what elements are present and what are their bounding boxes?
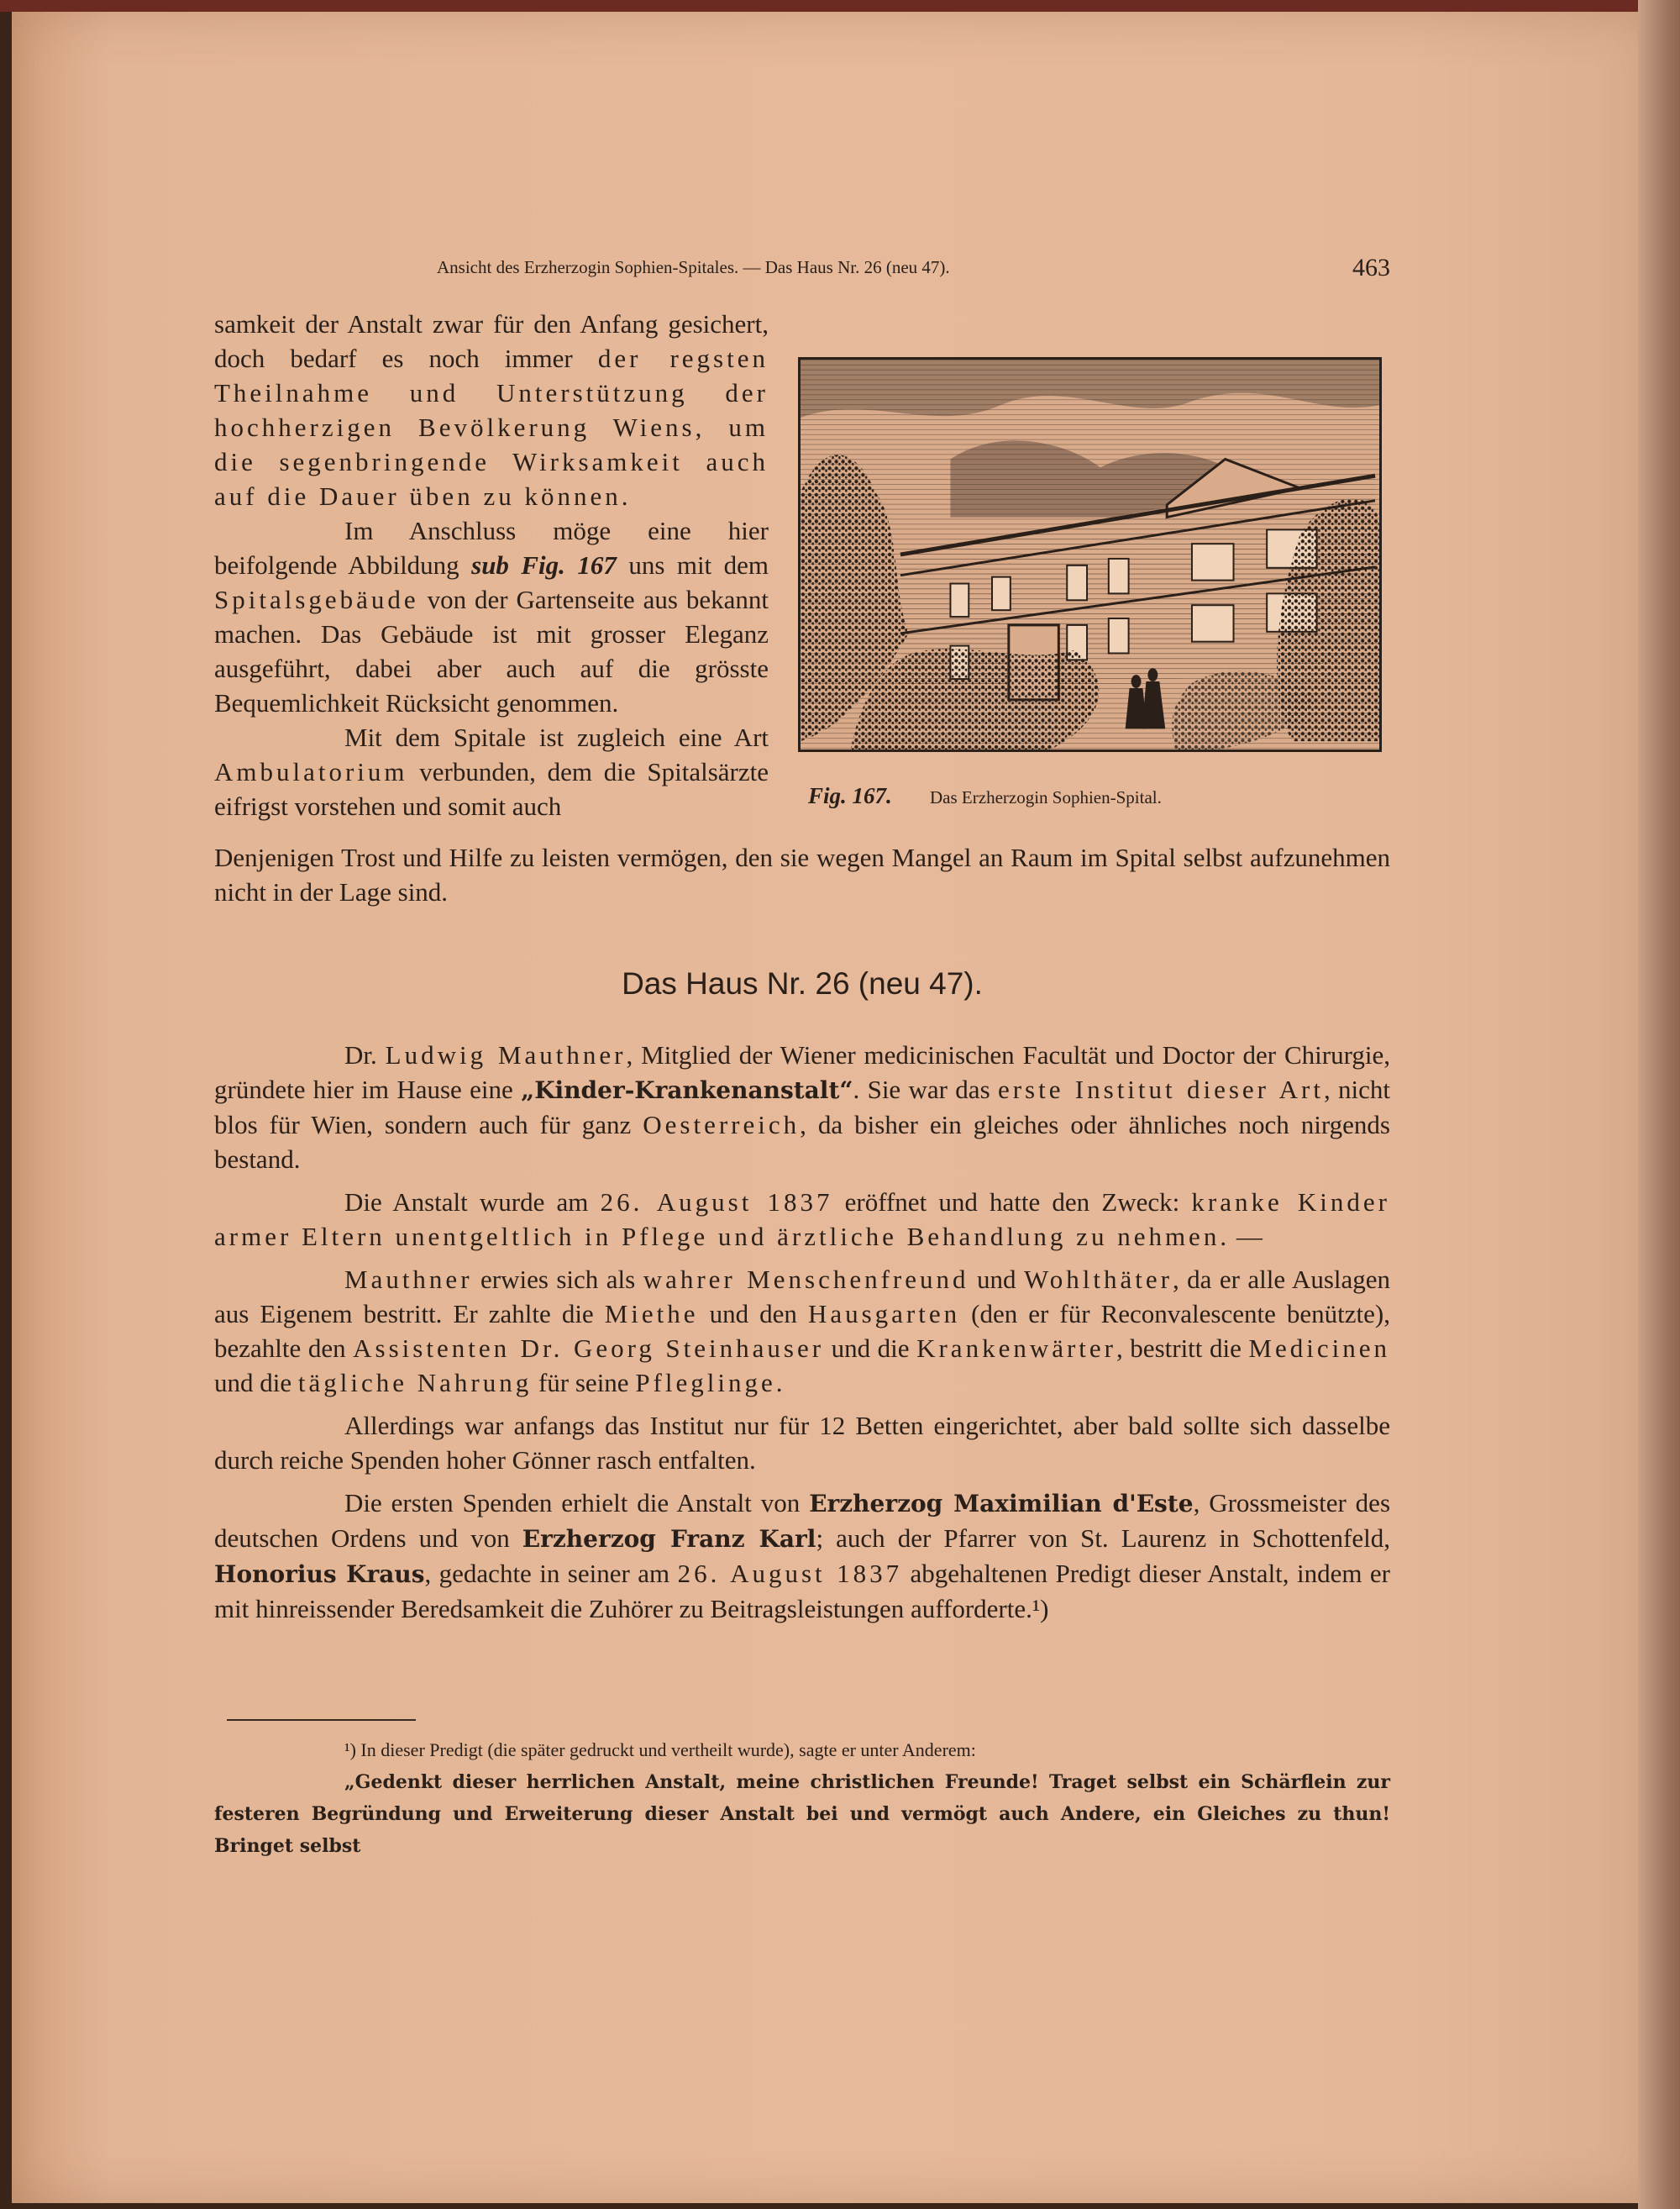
text-run: Die Anstalt wurde am — [344, 1187, 601, 1217]
text-run: und die — [214, 1368, 298, 1397]
spaced-text: 26. August 1837 — [600, 1187, 833, 1217]
book-gutter — [1638, 0, 1680, 2209]
text-run: , gedachte in seiner am — [424, 1559, 678, 1588]
paragraph — [214, 307, 769, 513]
text-run: samkeit der Anstalt zwar für den Anfang gesichert, doch bedarf es noch immer — [214, 309, 769, 373]
building-illustration — [801, 360, 1379, 749]
text-run: abgehaltenen Predigt dieser Anstalt, indem er mit hinreissender Beredsamkeit die Zuhörer zu Beitragsleistungen aufforderte.¹) — [214, 1559, 1390, 1623]
paragraph — [214, 1185, 1390, 1254]
spaced-text: Miethe — [604, 1299, 699, 1328]
figure-number: Fig. 167. — [808, 783, 892, 808]
text-run: Mit dem Spitale ist zugleich eine Art — [344, 723, 769, 752]
text-run: . — [775, 1368, 783, 1397]
figure-caption — [798, 783, 1386, 809]
spaced-text: wahrer Menschenfreund — [643, 1265, 969, 1294]
running-title: Ansicht des Erzherzogin Sophien-Spitales. — Das Haus Nr. 26 (neu 47). — [437, 257, 950, 277]
footnote — [214, 1734, 1390, 1862]
section-heading: Das Haus Nr. 26 (neu 47). — [622, 966, 983, 1001]
text-run: , nicht blos für Wien, sondern auch für ganz — [214, 1075, 1390, 1139]
spaced-text: tägliche Nahrung — [297, 1368, 533, 1397]
footnote-intro: ¹) In dieser Predigt (die später gedruckt und vertheilt wurde), sagte er unter Anderem: — [344, 1739, 976, 1760]
fraktur-text: Erzherzog Franz Karl — [522, 1525, 816, 1553]
paragraph — [214, 720, 769, 823]
fraktur-text: Honorius Kraus — [214, 1560, 425, 1588]
text-run: , Mitglied der Wiener medicinischen Facultät und Doctor der Chirurgie, gründete hier im Hause eine — [214, 1040, 1391, 1104]
footnote-rule — [227, 1719, 416, 1721]
text-run: und die — [824, 1333, 917, 1363]
text-run: Im Anschluss möge eine hier beifolgende Abbildung — [214, 516, 769, 580]
text-run: eröffnet und hatte den Zweck: — [832, 1187, 1192, 1217]
spaced-text: Krankenwärter — [916, 1333, 1116, 1363]
text-run: uns mit dem — [616, 550, 769, 580]
text-run: Dr. — [344, 1040, 386, 1070]
spaced-text: Hausgarten — [807, 1299, 961, 1328]
text-run: , da bisher ein gleiches oder ähnliches noch nirgends bestand. — [214, 1110, 1390, 1174]
top-band — [0, 0, 1680, 12]
text-run: , da er alle Auslagen aus Eigenem bestritt. Er zahlte die — [214, 1265, 1391, 1328]
text-run: verbunden, dem die Spitalsärzte eifrigst vorstehen und somit auch — [214, 757, 769, 821]
spaced-text: Mauthner — [344, 1265, 473, 1294]
body-text — [214, 1038, 1390, 1626]
text-run: erwies sich als — [472, 1265, 643, 1294]
text-run: Die ersten Spenden erhielt die Anstalt von — [344, 1488, 810, 1517]
spaced-text: Ludwig Mauthner — [385, 1040, 627, 1070]
text-run: für seine — [532, 1368, 636, 1397]
text-run: — — [1230, 1222, 1263, 1251]
spaced-text: 26. August 1837 — [677, 1559, 903, 1588]
spaced-text: kranke Kinder armer Eltern unentgeltlich in Pflege und ärztliche Behandlung zu nehmen. — [214, 1187, 1391, 1251]
text-run: (den er für Reconvalescente benützte), bezahlte den — [214, 1299, 1390, 1363]
spaced-text: Ambulatorium — [214, 757, 408, 786]
footnote-quote: „Gedenkt dieser herrlichen Anstalt, meine christlichen Freunde! Traget selbst ein Schärflein zur festeren Begründung und Erweiterung dieser Anstalt bei und vermögt auch Andere, ein Gleiches zu thun! Bringet selbst — [214, 1771, 1390, 1857]
spaced-text: Spitalsgebäude — [214, 585, 419, 614]
paragraph: Denjenigen Trost und Hilfe zu leisten vermögen, den sie wegen Mangel an Raum im Spital selbst aufzunehmen nicht in der Lage sind. — [214, 843, 1390, 907]
text-run: und den — [698, 1299, 808, 1328]
text-run: von der Gartenseite aus bekannt machen. Das Gebäude ist mit grosser Eleganz ausgeführt, dabei aber auch auf die grösste Bequemlichkeit Rücksicht genommen. — [214, 585, 769, 718]
fraktur-text: Erzherzog Maximilian d'Este — [809, 1490, 1194, 1517]
hospital-engraving — [798, 357, 1382, 752]
spaced-text: der regsten Theilnahme und Unterstützung der hochherzigen Bevölkerung Wiens, um die segenbringende Wirksamkeit auch auf die Dauer üben zu können. — [214, 344, 769, 511]
continuation-text — [214, 840, 1390, 909]
paragraph — [214, 513, 769, 720]
paragraph — [214, 1038, 1390, 1176]
text-run: . Sie war das — [853, 1075, 998, 1104]
fraktur-text: „Kinder-Krankenanstalt“ — [521, 1076, 853, 1104]
spaced-text: Oesterreich — [643, 1110, 801, 1139]
paragraph — [214, 1486, 1390, 1626]
spaced-text: Assistenten Dr. Georg Steinhauser — [353, 1333, 825, 1363]
paragraph: Allerdings war anfangs das Institut nur für 12 Betten eingerichtet, aber bald sollte sich dasselbe durch reiche Spenden hoher Gönner rasch entfalten. — [214, 1411, 1390, 1475]
spaced-text: Medicinen — [1248, 1333, 1390, 1363]
spaced-text: Pfleglinge — [635, 1368, 776, 1397]
running-header — [437, 254, 1390, 287]
text-run: , bestritt die — [1116, 1333, 1249, 1363]
figure-reference: sub Fig. 167 — [471, 550, 617, 580]
spaced-text: Wohlthäter — [1023, 1265, 1173, 1294]
left-column-text — [214, 307, 769, 823]
paragraph — [214, 1262, 1390, 1400]
figure-caption-text: Das Erzherzogin Sophien-Spital. — [930, 787, 1162, 807]
text-run: und — [969, 1265, 1024, 1294]
page-number: 463 — [1352, 254, 1390, 281]
text-run: ; auch der Pfarrer von St. Laurenz in Schottenfeld, — [816, 1523, 1390, 1553]
spaced-text: erste Institut dieser Art — [997, 1075, 1324, 1104]
text-run: , Grossmeister des deutschen Ordens und von — [214, 1488, 1391, 1553]
